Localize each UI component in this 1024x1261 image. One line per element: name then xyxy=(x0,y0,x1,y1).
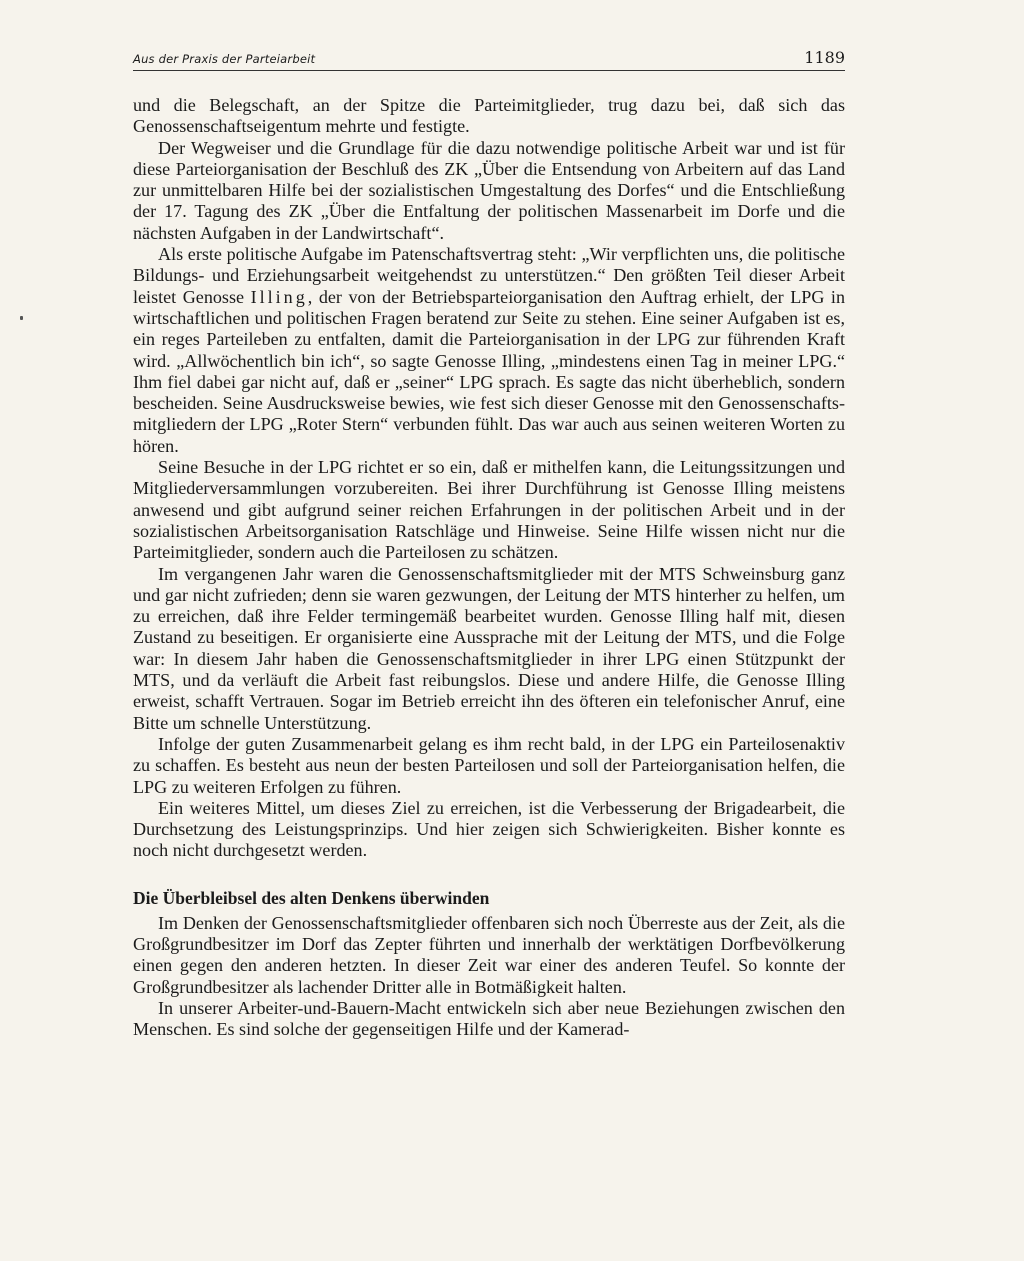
section-heading: Die Überbleibsel des alten Denkens überwinden xyxy=(133,887,490,908)
paragraph: Der Wegweiser und die Grundlage für die dazu notwendige politische Arbeit war und ist für diese Parteiorganisation der Beschluß des ZK „Über die Entsendung von Arbeitern auf das Land zur unmittelbaren Hilfe bei der sozialistischen Umgestaltung des Dorfes“ und die Entschließung der 17. Tagung des ZK „Über die Entfaltung der politischen Massenarbeit im Dorfe und die nächsten Aufgaben in der Landwirtschaft“. xyxy=(133,137,845,243)
paragraph-text: Als erste politische Aufgabe im Patenschaftsvertrag steht: „Wir verpflichten uns, die politische Bildungs- und Erziehungsarbeit weitgehendst zu unterstützen.“ Den größten Teil dieser Arbeit leistet Genosse xyxy=(133,244,845,307)
scan-speck xyxy=(20,316,23,320)
paragraph: Im Denken der Genossenschaftsmitglieder offenbaren sich noch Überreste aus der Zeit, als die Großgrundbesitzer im Dorf das Zepter führten und innerhalb der werktätigen Dorfbevölkerung einen gegen den anderen hetzten. In dieser Zeit war einer des anderen Teufel. So konnte der Großgrundbesitzer als lachender Dritter alle in Botmäßigkeit halten. xyxy=(133,912,845,997)
paragraph-text: , der von der Betriebsparteiorganisation den Auftrag erhielt, der LPG in wirtschaftlichen und politischen Fragen beratend zur Seite zu stehen. Eine seiner Aufgaben ist es, ein reges Parteileben zu entfalten, damit die Parteiorganisation in der LPG zur führenden Kraft wird. „Allwöchentlich bin ich“, so sagte Genosse Illing, „mindestens einen Tag in meiner LPG.“ Ihm fiel dabei gar nicht auf, daß er „seiner“ LPG sprach. Es sagte das nicht überheblich, sondern bescheiden. Seine Ausdrucksweise bewies, wie fest sich dieser Genosse mit den Genossenschaftsmitgliedern der LPG „Roter Stern“ verbunden fühlt. Das war auch aus seinen weiteren Worten zu hören. xyxy=(133,286,845,456)
running-title: Aus der Praxis der Parteiarbeit xyxy=(133,52,316,66)
paragraph: und die Belegschaft, an der Spitze die Parteimitglieder, trug dazu bei, daß sich das Genossenschaftseigentum mehrte und festigte. xyxy=(133,95,845,137)
emphasized-name: Illing xyxy=(250,286,308,307)
paragraph: In unserer Arbeiter-und-Bauern-Macht entwickeln sich aber neue Beziehungen zwischen den Menschen. Es sind solche der gegenseitigen Hilfe und der Kamerad- xyxy=(133,997,845,1040)
paragraph: Seine Besuche in der LPG richtet er so ein, daß er mithelfen kann, die Leitungssitzungen und Mitgliederversammlungen vorzubereiten. Bei ihrer Durchführung ist Genosse Illing meistens anwesend und gibt aufgrund seiner reichen Erfahrungen in der politischen Arbeit und in der sozialistischen Arbeitsorganisation Ratschläge und Hinweise. Seine Hilfe wissen nicht nur die Parteimitglieder, sondern auch die Parteilosen zu schätzen. xyxy=(133,457,845,563)
paragraph: Infolge der guten Zusammenarbeit gelang es ihm recht bald, in der LPG ein Parteilosenaktiv zu schaffen. Es besteht aus neun der besten Parteilosen und soll der Parteiorganisation helfen, die LPG zu weiteren Erfolgen zu führen. xyxy=(133,733,845,797)
paragraph: Ein weiteres Mittel, um dieses Ziel zu erreichen, ist die Verbesserung der Brigadearbeit, die Durchsetzung des Leistungsprinzips. Und hier zeigen sich Schwierigkeiten. Bisher konnte es noch nicht durchgesetzt werden. xyxy=(133,797,845,861)
paragraph: Im vergangenen Jahr waren die Genossenschaftsmitglieder mit der MTS Schweinsburg ganz und gar nicht zufrieden; denn sie waren gezwungen, der Leitung der MTS hinterher zu helfen, um zu erreichen, daß ihre Felder termingemäß bearbeitet wurden. Genosse Illing half mit, diesen Zustand zu beseitigen. Er organisierte eine Aussprache mit der Leitung der MTS, und die Folge war: In diesem Jahr haben die Genossenschaftsmitglieder in ihrer LPG einen Stützpunkt der MTS, und da verläuft die Arbeit fast reibungslos. Diese und andere Hilfe, die Genosse Illing erweist, schafft Vertrauen. Sogar im Betrieb erreicht ihn des öfteren ein telefonischer Anruf, eine Bitte um schnelle Unterstützung. xyxy=(133,563,845,733)
article-body xyxy=(133,95,845,1040)
running-header xyxy=(133,48,845,71)
paragraph xyxy=(133,244,845,457)
page-number: 1189 xyxy=(804,48,845,67)
